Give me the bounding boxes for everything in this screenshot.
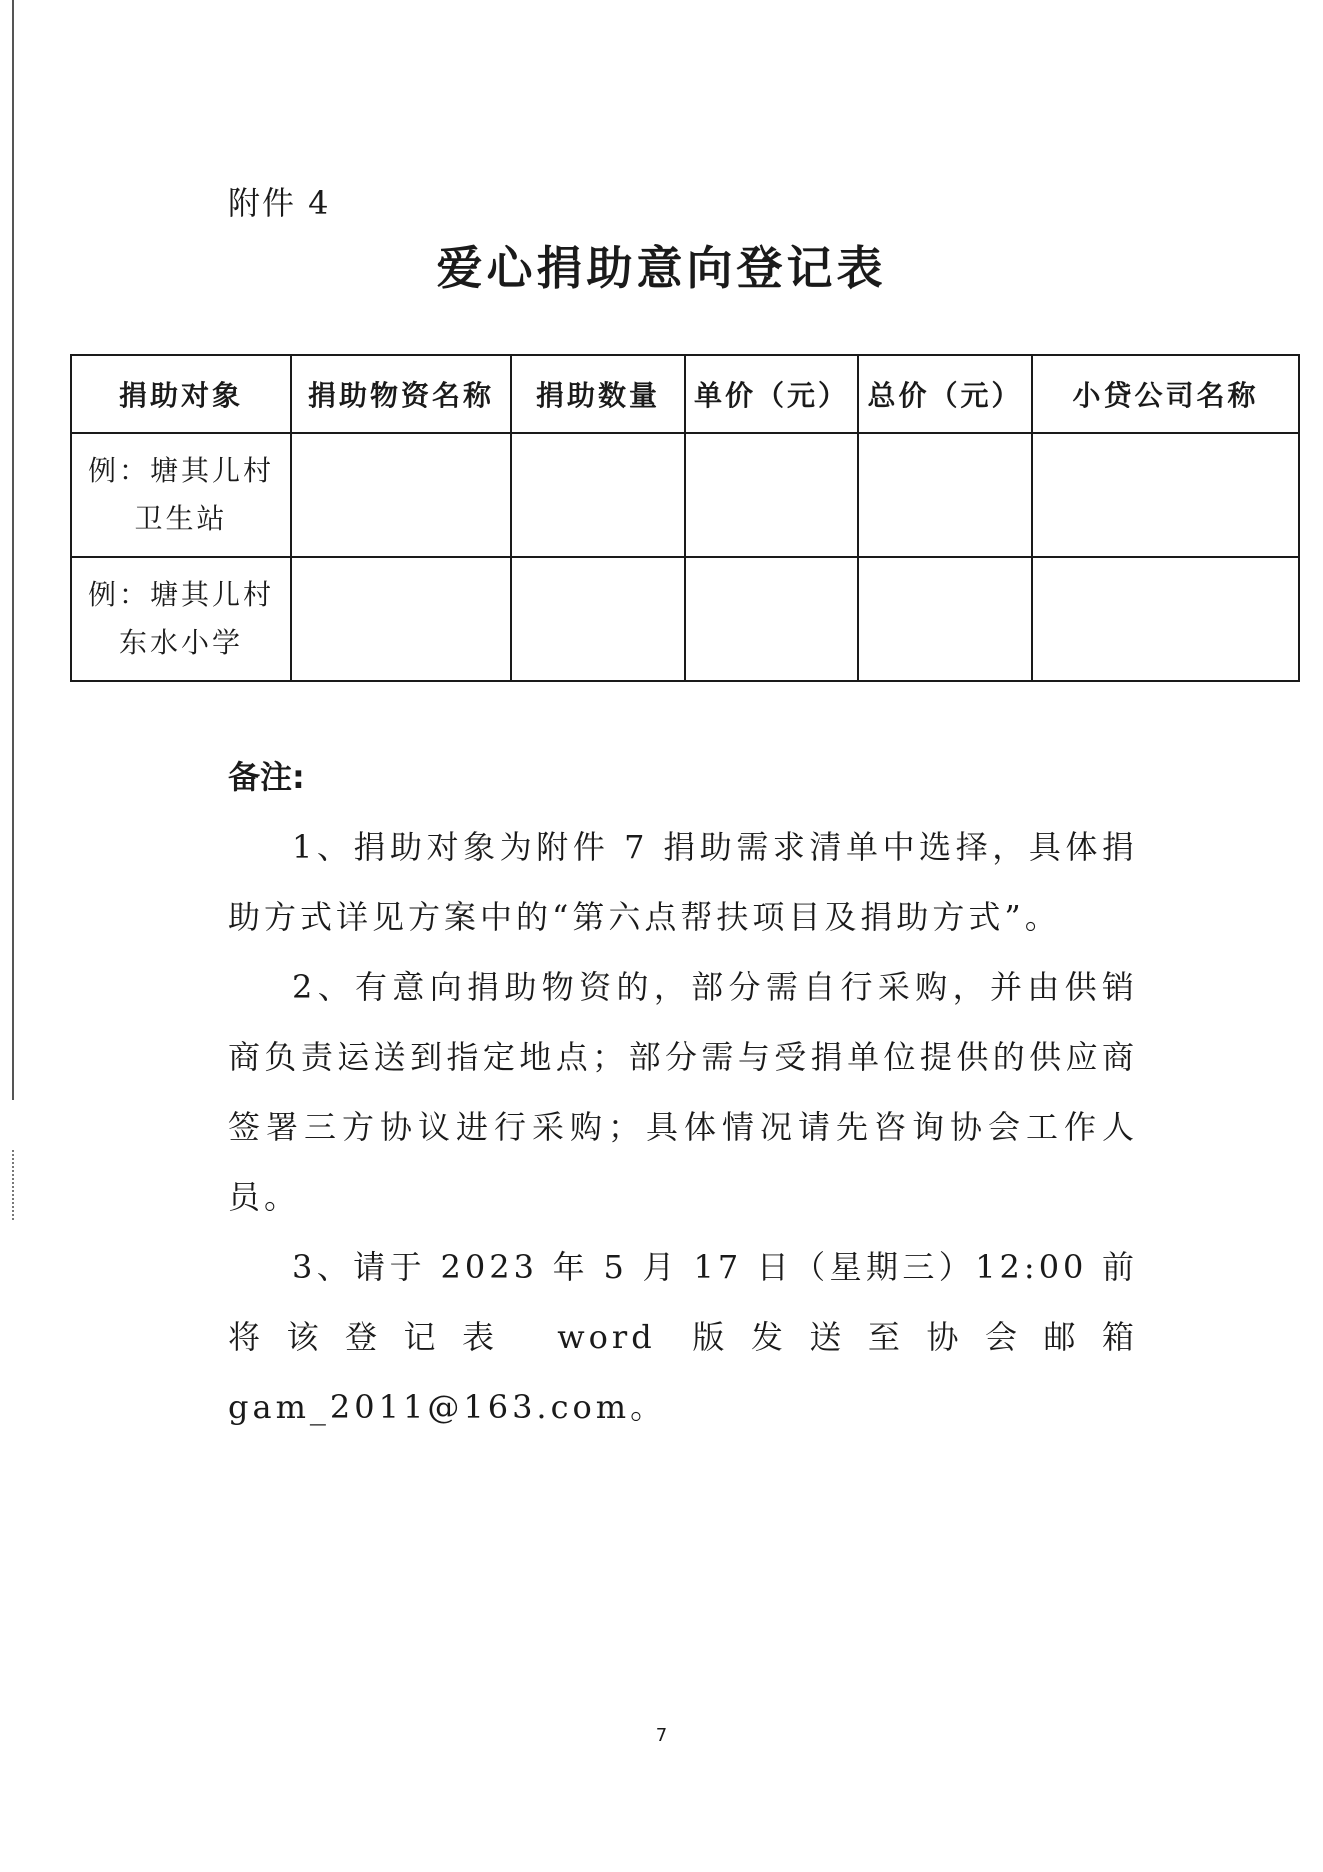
note-item-2: 2、有意向捐助物资的，部分需自行采购，并由供销商负责运送到指定地点；部分需与受捐单位提供的供应商签署三方协议进行采购；具体情况请先咨询协会工作人员。: [228, 968, 1138, 1216]
cell-unit-price: [685, 557, 858, 681]
cell-item-name: [291, 557, 511, 681]
header-unit-price: 单价（元）: [685, 355, 858, 433]
cell-unit-price: [685, 433, 858, 557]
table-header-row: [71, 355, 1299, 433]
cell-total-price: [858, 433, 1032, 557]
cell-total-price: [858, 557, 1032, 681]
target-line-2: 东水小学: [118, 626, 243, 659]
cell-donation-target: [71, 433, 291, 557]
note-item-3: 3、请于 2023 年 5 月 17 日（星期三）12:00 前将该登记表 word 版发送至协会邮箱 gam_2011@163.com。: [228, 1248, 1138, 1426]
scan-edge-line: [12, 0, 14, 1100]
target-line-1: 例：塘其儿村: [87, 454, 274, 487]
header-company-name: 小贷公司名称: [1032, 355, 1299, 433]
attachment-label: 附件 4: [228, 184, 331, 222]
cell-company-name: [1032, 433, 1299, 557]
cell-quantity: [511, 557, 685, 681]
target-line-1: 例：塘其儿村: [87, 578, 274, 611]
donation-register-table: [70, 354, 1300, 682]
target-line-2: 卫生站: [134, 502, 228, 535]
cell-item-name: [291, 433, 511, 557]
header-total-price: 总价（元）: [858, 355, 1032, 433]
header-item-name: 捐助物资名称: [291, 355, 511, 433]
cell-donation-target: [71, 557, 291, 681]
note-item-1: 1、捐助对象为附件 7 捐助需求清单中选择，具体捐助方式详见方案中的“第六点帮扶项目及捐助方式”。: [228, 828, 1138, 936]
notes-heading: 备注:: [228, 758, 305, 796]
document-title: 爱心捐助意向登记表: [436, 241, 887, 295]
page-number: 7: [655, 1725, 668, 1746]
cell-company-name: [1032, 557, 1299, 681]
scan-edge-dots: [12, 1150, 16, 1220]
header-quantity: 捐助数量: [511, 355, 685, 433]
cell-quantity: [511, 433, 685, 557]
header-donation-target: 捐助对象: [71, 355, 291, 433]
table-row: [71, 433, 1299, 557]
notes-section: [228, 752, 1138, 1442]
table-row: [71, 557, 1299, 681]
